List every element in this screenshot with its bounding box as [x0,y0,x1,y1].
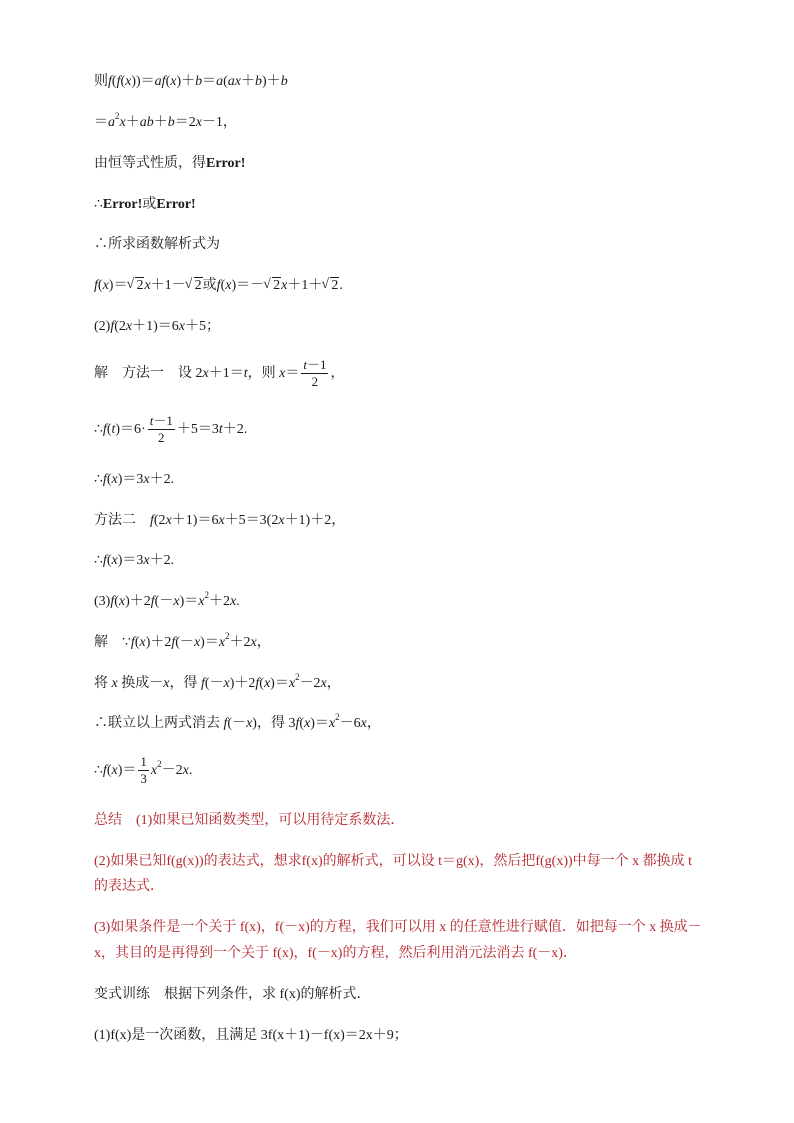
identity-line: 由恒等式性质，得Error! [94,156,246,171]
error-field: Error! [206,156,246,171]
method-2-result: ∴f(x)＝3x＋2. [94,553,175,568]
method-1-line: 解 方法一 设 2x＋1＝t，则 x＝ $\frac{t-1}{2}$ ， [94,357,345,390]
summary-label: 总结 [94,813,122,828]
substitution-line: 将 x 换成－x，得 $f(-x)+2f(x)=x^2-2x$， [94,672,341,691]
exercise-item-1: (1)f(x)是一次函数，且满足 3f(x＋1)－f(x)＝2x＋9； [94,1028,408,1043]
method-1-result: ∴f(x)＝3x＋2. [94,472,175,487]
error-field: Error! [156,197,196,212]
elimination-line: ∴联立以上两式消去 f(－x)，得 $3f(x)=x^2-6x$， [94,712,381,731]
method-1-step: ∴f(t)＝6· $\frac{t-1}{2}$ ＋5＝3t＋2. [94,413,248,446]
problem-2: (2)f(2x＋1)＝6x＋5； [94,319,220,334]
result-intro: ∴所求函数解析式为 [94,237,220,252]
problem-3-solution: 解 $\because f(x)+2f(-x)=x^2+2x$， [94,631,271,650]
summary-item-3-cont: x，其目的是再得到一个关于 f(x)，f(－x)的方程，然后利用消元法消去 f(－x)． [94,946,577,961]
equation-line-1: 则f(f(x))＝af(x)＋b＝a(ax＋b)＋b [94,74,288,89]
problem-3: $(3)f(x)+2f(-x)=x^2+2x$. [94,590,240,609]
summary-item-2: (2)如果已知f(g(x))的表达式，想求f(x)的解析式，可以设 t＝g(x)，然后把f(g(x))中每一个 x 都换成 t [94,854,693,869]
summary-item-2-cont: 的表达式． [94,879,164,894]
result-formula: f(x)＝√ 2x＋1－√ 2或f(x)＝－√ 2x＋1＋√ 2. [94,276,700,296]
exercise-title: 变式训练 根据下列条件，求 f(x)的解析式． [94,987,371,1002]
method-2-line: 方法二 f(2x＋1)＝6x＋5＝3(2x＋1)＋2， [94,513,346,528]
equation-line-2: $=a^2x+ab+b=2x-1$， [94,111,237,130]
summary-item-3: (3)如果条件是一个关于 f(x)，f(－x)的方程，我们可以用 x 的任意性进行赋值．如把每一个 x 换成－ [94,920,702,935]
summary-item-1: 总结 (1)如果已知函数类型，可以用待定系数法． [94,813,405,828]
solutions-line: ∴Error!或Error! [94,197,196,212]
error-field: Error! [102,197,143,212]
problem-3-result: ∴f(x)＝ $\frac{1}{3}$ $x^2-2x$. [94,754,193,787]
